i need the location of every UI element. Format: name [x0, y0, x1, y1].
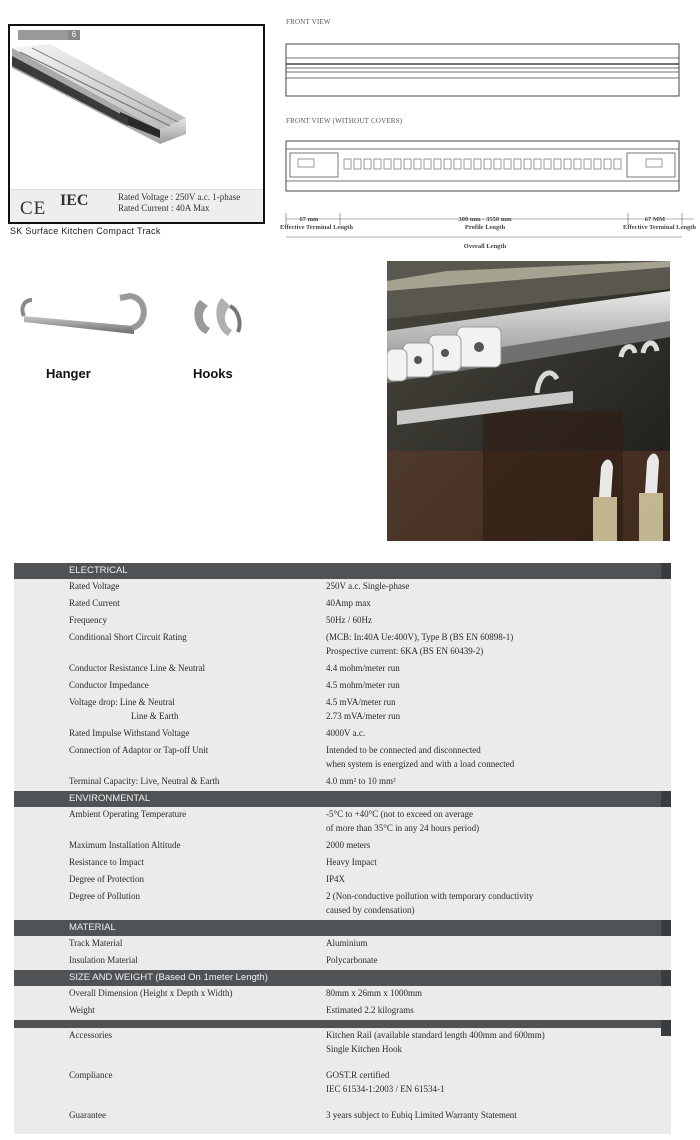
section-body-size-weight [14, 986, 671, 1020]
spec-row [14, 613, 671, 627]
spec-value [326, 1028, 656, 1056]
dim-mid-name: Profile Length [464, 224, 506, 231]
slot [604, 159, 611, 169]
slot [364, 159, 371, 169]
spec-label-line: Line & Earth [131, 711, 179, 721]
spec-label-line: Resistance to Impact [69, 857, 144, 867]
spec-label [14, 695, 326, 723]
spec-label-line: Degree of Pollution [69, 891, 140, 901]
spec-row [14, 630, 671, 658]
spec-value-line: of more than 35°C in any 24 hours period) [326, 823, 480, 833]
spec-label-line: Degree of Protection [69, 874, 144, 884]
spec-row [14, 1068, 671, 1096]
spec-label-line: Overall Dimension (Height x Depth x Width) [69, 988, 233, 998]
slot [464, 159, 471, 169]
spec-label [14, 872, 326, 886]
spec-row [14, 986, 671, 1000]
slot [414, 159, 421, 169]
spec-row [14, 1108, 671, 1122]
spec-label-line: Conditional Short Circuit Rating [69, 632, 187, 642]
spec-label-line: Weight [69, 1005, 95, 1015]
section-header-other [14, 1020, 671, 1028]
spec-label-line: Conductor Resistance Line & Neutral [69, 663, 205, 673]
page-badge: 6 [68, 30, 80, 40]
spec-value [326, 953, 656, 967]
hanger-label: Hanger [46, 366, 91, 381]
spec-row [14, 807, 671, 835]
spec-value-line: Estimated 2.2 kilograms [326, 1005, 414, 1015]
spec-row [14, 579, 671, 593]
spec-value-line: Polycarbonate [326, 955, 378, 965]
spec-value-line: Prospective current: 6KA (BS EN 60439-2) [326, 646, 484, 656]
spec-row [14, 855, 671, 869]
spec-label-line: Track Material [69, 938, 123, 948]
spec-value [326, 743, 656, 771]
product-caption: SK Surface Kitchen Compact Track [10, 226, 161, 236]
spec-value [326, 1003, 656, 1017]
spec-value-line: 4.5 mVA/meter run [326, 697, 396, 707]
slot [404, 159, 411, 169]
spec-label [14, 807, 326, 835]
spec-value-line: Heavy Impact [326, 857, 377, 867]
section-body-other [14, 1028, 671, 1134]
section-body-electrical [14, 579, 671, 791]
installed-track-photo [387, 261, 670, 541]
track-product-image [10, 26, 263, 186]
slot [494, 159, 501, 169]
spec-label [14, 579, 326, 593]
section-header-environmental: ENVIRONMENTAL [14, 791, 671, 807]
hooks-image [188, 292, 248, 342]
overall-length-label: Overall Length [463, 243, 507, 250]
spec-value [326, 661, 656, 675]
spec-label [14, 936, 326, 950]
spec-label [14, 953, 326, 967]
rated-voltage-text: Rated Voltage : 250V a.c. 1-phase [118, 192, 241, 202]
section-body-environmental [14, 807, 671, 920]
spec-label-line: Terminal Capacity: Live, Neutral & Earth [69, 776, 220, 786]
slot [514, 159, 521, 169]
spec-label [14, 630, 326, 658]
slot [394, 159, 401, 169]
section-header-electrical: ELECTRICAL [14, 563, 671, 579]
iec-mark: IEC [60, 192, 89, 209]
spec-label [14, 678, 326, 692]
dim-right-name: Effective Terminal Length [623, 224, 696, 231]
slot [484, 159, 491, 169]
spec-label [14, 838, 326, 852]
spec-value [326, 807, 656, 835]
slot [504, 159, 511, 169]
spec-value-line: caused by condensation) [326, 905, 415, 915]
spec-value-line: 250V a.c. Single-phase [326, 581, 410, 591]
dimension-lines [284, 205, 696, 245]
spec-label-line: Guarantee [69, 1110, 106, 1120]
front-view-drawing [284, 38, 684, 98]
spec-value-line: 4.0 mm² to 10 mm² [326, 776, 396, 786]
dim-mid-value: 300 mm - 3550 mm [458, 216, 512, 223]
spec-label-line: Ambient Operating Temperature [69, 809, 187, 819]
spec-value-line: IEC 61534-1:2003 / EN 61534-1 [326, 1084, 445, 1094]
spec-row [14, 726, 671, 740]
spec-label [14, 726, 326, 740]
slot-pattern [344, 159, 621, 169]
spec-value-line: Single Kitchen Hook [326, 1044, 402, 1054]
spec-value-line: Aluminium [326, 938, 368, 948]
spec-row [14, 596, 671, 610]
slot [344, 159, 351, 169]
spec-value-line: 2000 meters [326, 840, 371, 850]
spec-label [14, 855, 326, 869]
spec-label-line: Frequency [69, 615, 107, 625]
spec-value-line: IP4X [326, 874, 346, 884]
spec-value [326, 872, 656, 886]
spec-value [326, 1108, 656, 1122]
spec-row [14, 661, 671, 675]
spec-value-line: Kitchen Rail (available standard length 400mm and 600mm) [326, 1030, 545, 1040]
spec-label-line: Connection of Adaptor or Tap-off Unit [69, 745, 209, 755]
slot [384, 159, 391, 169]
spec-label [14, 986, 326, 1000]
spec-value [326, 855, 656, 869]
spec-label [14, 1068, 326, 1096]
spec-row [14, 1003, 671, 1017]
slot [544, 159, 551, 169]
product-photo-panel [8, 24, 265, 224]
spec-label [14, 743, 326, 771]
spec-row [14, 743, 671, 771]
spec-label-line: Voltage drop: Line & Neutral [69, 697, 175, 707]
slot [594, 159, 601, 169]
spec-label-line: Accessories [69, 1030, 112, 1040]
front-view-no-covers-drawing [284, 135, 684, 195]
spec-value [326, 936, 656, 950]
section-body-material [14, 936, 671, 970]
spec-value-line: 2.73 mVA/meter run [326, 711, 401, 721]
spec-label [14, 596, 326, 610]
hanger-image [14, 288, 154, 348]
spec-label-line: Insulation Material [69, 955, 138, 965]
spec-value [326, 630, 656, 658]
spec-value [326, 774, 656, 788]
rated-current-text: Rated Current : 40A Max [118, 203, 210, 213]
spec-row [14, 1028, 671, 1056]
spec-row [14, 872, 671, 886]
hooks-label: Hooks [193, 366, 233, 381]
dim-left-value: 67 mm [299, 216, 319, 223]
spec-value [326, 986, 656, 1000]
slot [454, 159, 461, 169]
spec-label-line: Conductor Impedance [69, 680, 149, 690]
spec-value-line: 2 (Non-conductive pollution with temporary conductivity [326, 891, 534, 901]
spec-value-line: 4000V a.c. [326, 728, 366, 738]
spec-value-line: when system is energized and with a load connected [326, 759, 515, 769]
slot [434, 159, 441, 169]
spec-row [14, 936, 671, 950]
spec-value-line: 3 years subject to Eubiq Limited Warranty Statement [326, 1110, 517, 1120]
slot [424, 159, 431, 169]
spec-value-line: 80mm x 26mm x 1000mm [326, 988, 423, 998]
spec-value [326, 838, 656, 852]
slot [534, 159, 541, 169]
spec-value-line: 4.4 mohm/meter run [326, 663, 400, 673]
spec-value-line: 4.5 mohm/meter run [326, 680, 400, 690]
spec-label [14, 889, 326, 917]
slot [574, 159, 581, 169]
spec-label-line: Compliance [69, 1070, 113, 1080]
spec-row [14, 953, 671, 967]
ce-mark: CE [20, 198, 47, 219]
spec-value-line: GOST.R certified [326, 1070, 390, 1080]
spec-row [14, 774, 671, 788]
slot [374, 159, 381, 169]
specification-table [14, 563, 671, 1134]
front-view-label: FRONT VIEW [286, 18, 331, 26]
spec-value [326, 695, 656, 723]
section-header-size-weight: SIZE AND WEIGHT (Based On 1meter Length) [14, 970, 671, 986]
section-header-material: MATERIAL [14, 920, 671, 936]
spec-value [326, 889, 656, 917]
spec-value-line: 40Amp max [326, 598, 371, 608]
slot [444, 159, 451, 169]
spec-value [326, 1068, 656, 1096]
spec-label [14, 1003, 326, 1017]
spec-label [14, 774, 326, 788]
slot [474, 159, 481, 169]
slot [354, 159, 361, 169]
spec-label [14, 1108, 326, 1122]
spec-value [326, 613, 656, 627]
slot [554, 159, 561, 169]
spec-value [326, 678, 656, 692]
spec-value-line: -5°C to +40°C (not to exceed on average [326, 809, 473, 819]
spec-label-line: Maximum Installation Altitude [69, 840, 181, 850]
front-view-no-covers-label: FRONT VIEW (WITHOUT COVERS) [286, 117, 403, 125]
spec-value-line: 50Hz / 60Hz [326, 615, 372, 625]
spec-label [14, 661, 326, 675]
spec-value-line: Intended to be connected and disconnected [326, 745, 481, 755]
spec-label-line: Rated Current [69, 598, 120, 608]
spec-row [14, 889, 671, 917]
slot [584, 159, 591, 169]
slot [564, 159, 571, 169]
spec-label [14, 1028, 326, 1056]
spec-label [14, 613, 326, 627]
spec-value [326, 579, 656, 593]
dim-left-name: Effective Terminal Length [280, 224, 353, 231]
spec-label-line: Rated Impulse Withstand Voltage [69, 728, 190, 738]
ratings-strip [10, 189, 263, 223]
spec-value [326, 726, 656, 740]
spec-row [14, 838, 671, 852]
slot [614, 159, 621, 169]
spec-value [326, 596, 656, 610]
spec-value-line: (MCB: In:40A Ue:400V), Type B (BS EN 60898-1) [326, 632, 514, 642]
spec-label-line: Rated Voltage [69, 581, 120, 591]
slot [524, 159, 531, 169]
dim-right-value: 67 MM [644, 216, 666, 223]
spec-row [14, 678, 671, 692]
spec-row [14, 695, 671, 723]
